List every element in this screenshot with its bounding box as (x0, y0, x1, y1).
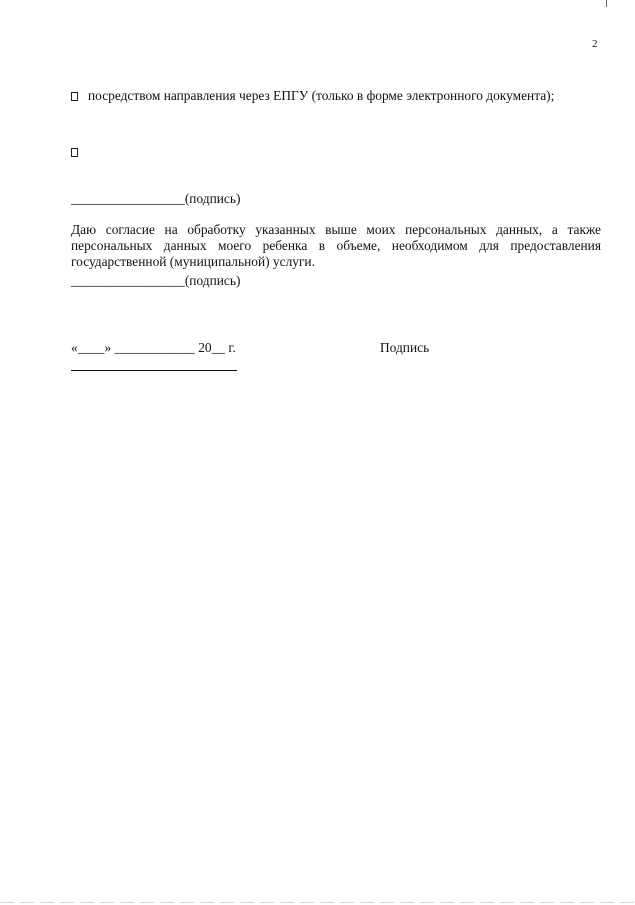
signature-row-2 (71, 273, 601, 289)
signature-underline (71, 370, 237, 371)
signature-label-2: (подпись) (184, 273, 241, 288)
page-number: 2 (592, 38, 598, 50)
option-epgu (71, 88, 601, 104)
signature-caption: Подпись (380, 340, 430, 355)
consent-paragraph: Даю согласие на обработку указанных выше моих персональных данных, а также персональных данных моего ребенка в объеме, необходимом для предоставления государственной (муниципальной) услуги. (71, 222, 601, 269)
signature-label-1: (подпись) (184, 191, 241, 206)
date-field: «____» ____________ 20__ г. (71, 340, 236, 355)
checkbox-empty-icon[interactable] (71, 148, 78, 157)
signature-line-2: _________________ (71, 273, 185, 288)
option-empty (71, 144, 88, 160)
option-epgu-text: посредством направления через ЕПГУ (только в форме электронного документа); (88, 88, 555, 103)
signature-row-1 (71, 191, 601, 207)
signature-line-1: _________________ (71, 191, 185, 206)
checkbox-epgu-icon[interactable] (71, 92, 78, 101)
date-signature-row (71, 340, 601, 356)
scan-bottom-edge (0, 902, 635, 903)
scan-edge-mark (606, 0, 607, 7)
